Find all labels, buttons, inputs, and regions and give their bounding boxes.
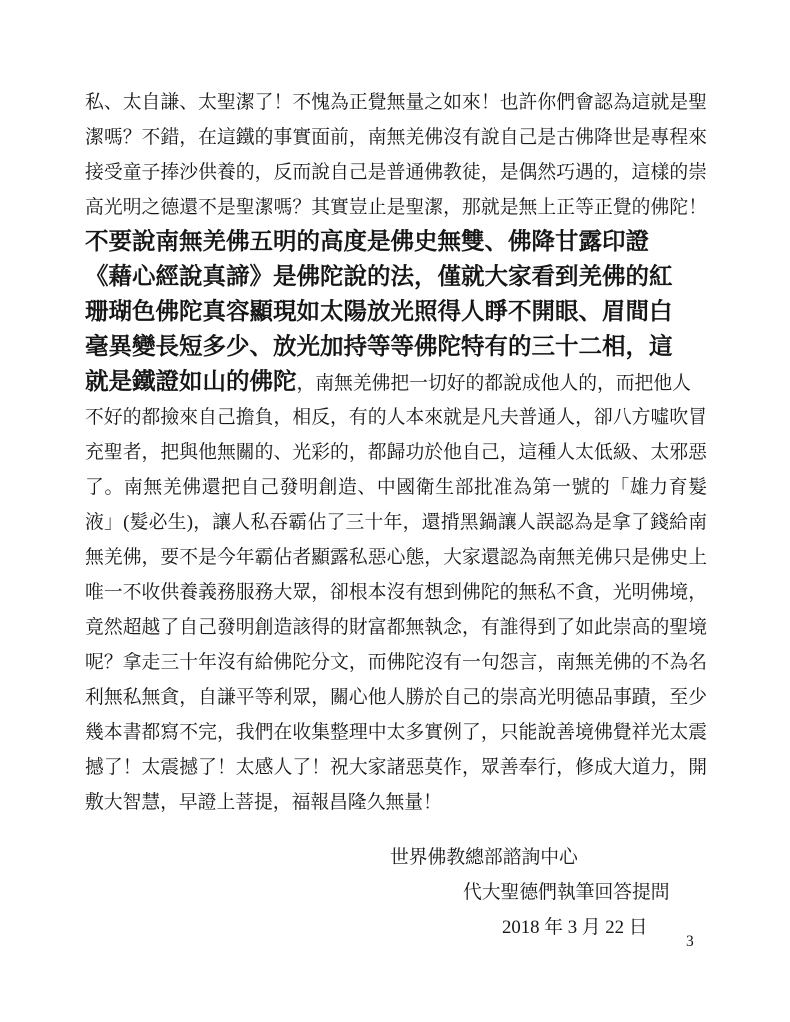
emphasis-text: 就是鐵證如山的佛陀 bbox=[85, 369, 297, 395]
text-line bbox=[85, 225, 707, 260]
emphasis-text: 不要說南無羌佛五明的高度是佛史無雙、佛降甘露印證 bbox=[85, 229, 649, 255]
text-line bbox=[85, 85, 707, 120]
body-text: 不好的都撿來自己擔負，相反，有的人本來就是凡夫普通人，卻八方噓吹冒 bbox=[85, 407, 707, 428]
page-number: 3 bbox=[686, 933, 694, 950]
body-text: 液」(髮必生)，讓人私吞霸佔了三十年，還揹黑鍋讓人誤認為是拿了錢給南 bbox=[85, 512, 707, 533]
text-line bbox=[85, 120, 707, 155]
text-line bbox=[85, 470, 707, 505]
signature-block bbox=[85, 840, 707, 945]
text-line bbox=[85, 295, 707, 330]
text-line bbox=[85, 435, 707, 470]
text-line bbox=[85, 155, 707, 190]
body-text: 利無私無貪，自謙平等利眾，關心他人勝於自己的崇高光明德品事蹟，至少 bbox=[85, 687, 707, 708]
body-text: 敷大智慧，早證上菩提，福報昌隆久無量！ bbox=[85, 792, 442, 813]
text-line bbox=[85, 680, 707, 715]
text-line bbox=[85, 750, 707, 785]
emphasis-text: 《藉心經說真諦》是佛陀說的法，僅就大家看到羌佛的紅 bbox=[85, 264, 673, 290]
text-line bbox=[85, 505, 707, 540]
body-text: 幾本書都寫不完，我們在收集整理中太多實例了，只能說善境佛覺祥光太震 bbox=[85, 722, 707, 743]
text-line bbox=[85, 785, 707, 820]
text-line bbox=[85, 645, 707, 680]
text-line bbox=[85, 330, 707, 365]
body-text: 唯一不收供養義務服務大眾，卻根本沒有想到佛陀的無私不貪，光明佛境， bbox=[85, 582, 707, 603]
body-text: 充聖者，把與他無關的、光彩的，都歸功於他自己，這種人太低級、太邪惡 bbox=[85, 442, 707, 463]
text-line bbox=[85, 190, 707, 225]
body-text: 潔嗎？不錯，在這鐵的事實面前，南無羌佛沒有說自己是古佛降世是專程來 bbox=[85, 127, 707, 148]
text-line bbox=[85, 715, 707, 750]
text-line bbox=[85, 260, 707, 295]
document-body bbox=[85, 85, 707, 820]
emphasis-text: 毫異變長短多少、放光加持等等佛陀特有的三十二相，這 bbox=[85, 334, 673, 360]
text-line bbox=[85, 575, 707, 610]
body-text: 私、太自謙、太聖潔了！不愧為正覺無量之如來！也許你們會認為這就是聖 bbox=[85, 92, 707, 113]
text-line bbox=[85, 400, 707, 435]
text-line bbox=[85, 540, 707, 575]
body-text: 高光明之德還不是聖潔嗎？其實豈止是聖潔，那就是無上正等正覺的佛陀！ bbox=[85, 197, 707, 218]
body-text: 撼了！太震撼了！太感人了！祝大家諸惡莫作，眾善奉行，修成大道力，開 bbox=[85, 757, 707, 778]
body-text: 竟然超越了自己發明創造該得的財富都無執念，有誰得到了如此崇高的聖境 bbox=[85, 617, 707, 638]
body-text: 了。南無羌佛還把自己發明創造、中國衛生部批准為第一號的「雄力育髮 bbox=[85, 477, 707, 498]
body-text: ，南無羌佛把一切好的都說成他人的，而把他人 bbox=[296, 373, 691, 394]
body-text: 呢？拿走三十年沒有給佛陀分文，而佛陀沒有一句怨言，南無羌佛的不為名 bbox=[85, 652, 707, 673]
emphasis-text: 珊瑚色佛陀真容顯現如太陽放光照得人睜不開眼、眉間白 bbox=[85, 299, 673, 325]
text-line bbox=[85, 610, 707, 645]
signature-date: 2018 年 3 月 22 日 bbox=[502, 917, 648, 938]
body-text: 無羌佛，要不是今年霸佔者顯露私惡心態，大家還認為南無羌佛只是佛史上 bbox=[85, 547, 707, 568]
signature-organization: 世界佛教總部諮詢中心 bbox=[390, 847, 578, 868]
text-line bbox=[85, 365, 707, 400]
signature-author: 代大聖德們執筆回答提問 bbox=[463, 882, 670, 903]
body-text: 接受童子捧沙供養的，反而說自己是普通佛教徒，是偶然巧遇的，這樣的崇 bbox=[85, 162, 707, 183]
